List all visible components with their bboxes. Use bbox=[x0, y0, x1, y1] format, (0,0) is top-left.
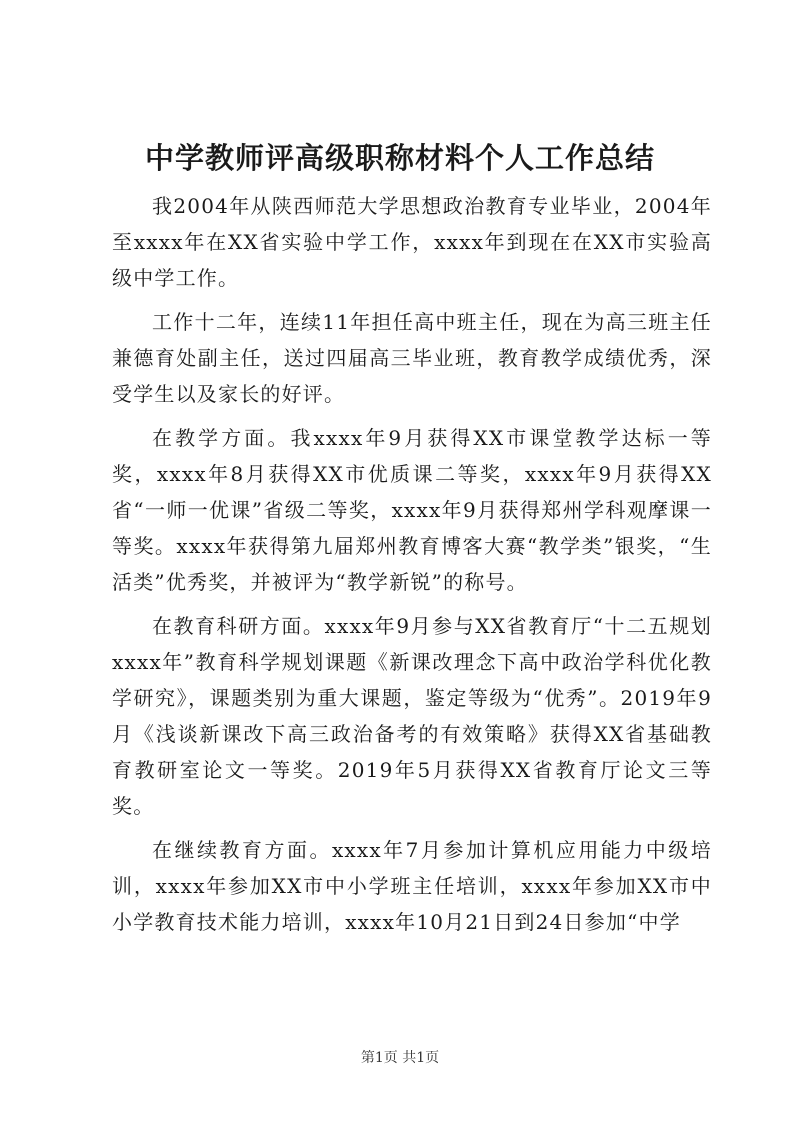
document-body bbox=[112, 188, 712, 948]
paragraph-continuing-education: 在继续教育方面。xxxx年7月参加计算机应用能力中级培训，xxxx年参加XX市中小学班主任培训，xxxx年参加XX市中小学教育技术能力培训，xxxx年10月21日到24日参加“中学 bbox=[112, 838, 712, 934]
document-title: 中学教师评高级职称材料个人工作总结 bbox=[144, 141, 655, 175]
paragraph-work-experience: 工作十二年，连续11年担任高中班主任，现在为高三班主任兼德育处副主任，送过四届高三毕业班，教育教学成绩优秀，深受学生以及家长的好评。 bbox=[112, 310, 712, 406]
paragraph-teaching: 在教学方面。我xxxx年9月获得XX市课堂教学达标一等奖，xxxx年8月获得XX市优质课二等奖，xxxx年9月获得XX省“一师一优课”省级二等奖，xxxx年9月获得郑州学科观摩课一等奖。xxxx年获得第九届郑州教育博客大赛“教学类”银奖，“生活类”优秀奖，并被评为“教学新锐”的称号。 bbox=[112, 426, 712, 594]
paragraph-education: 我2004年从陕西师范大学思想政治教育专业毕业，2004年至xxxx年在XX省实验中学工作，xxxx年到现在在XX市实验高级中学工作。 bbox=[112, 194, 712, 290]
page-number-footer: 第1页 共1页 bbox=[360, 1050, 440, 1066]
paragraph-research: 在教育科研方面。xxxx年9月参与XX省教育厅“十二五规划xxxx年”教育科学规划课题《新课改理念下高中政治学科优化教学研究》，课题类别为重大课题，鉴定等级为“优秀”。2019年9月《浅谈新课改下高三政治备考的有效策略》获得XX省基础教育教研室论文一等奖。2019年5月获得XX省教育厅论文三等奖。 bbox=[112, 614, 712, 818]
